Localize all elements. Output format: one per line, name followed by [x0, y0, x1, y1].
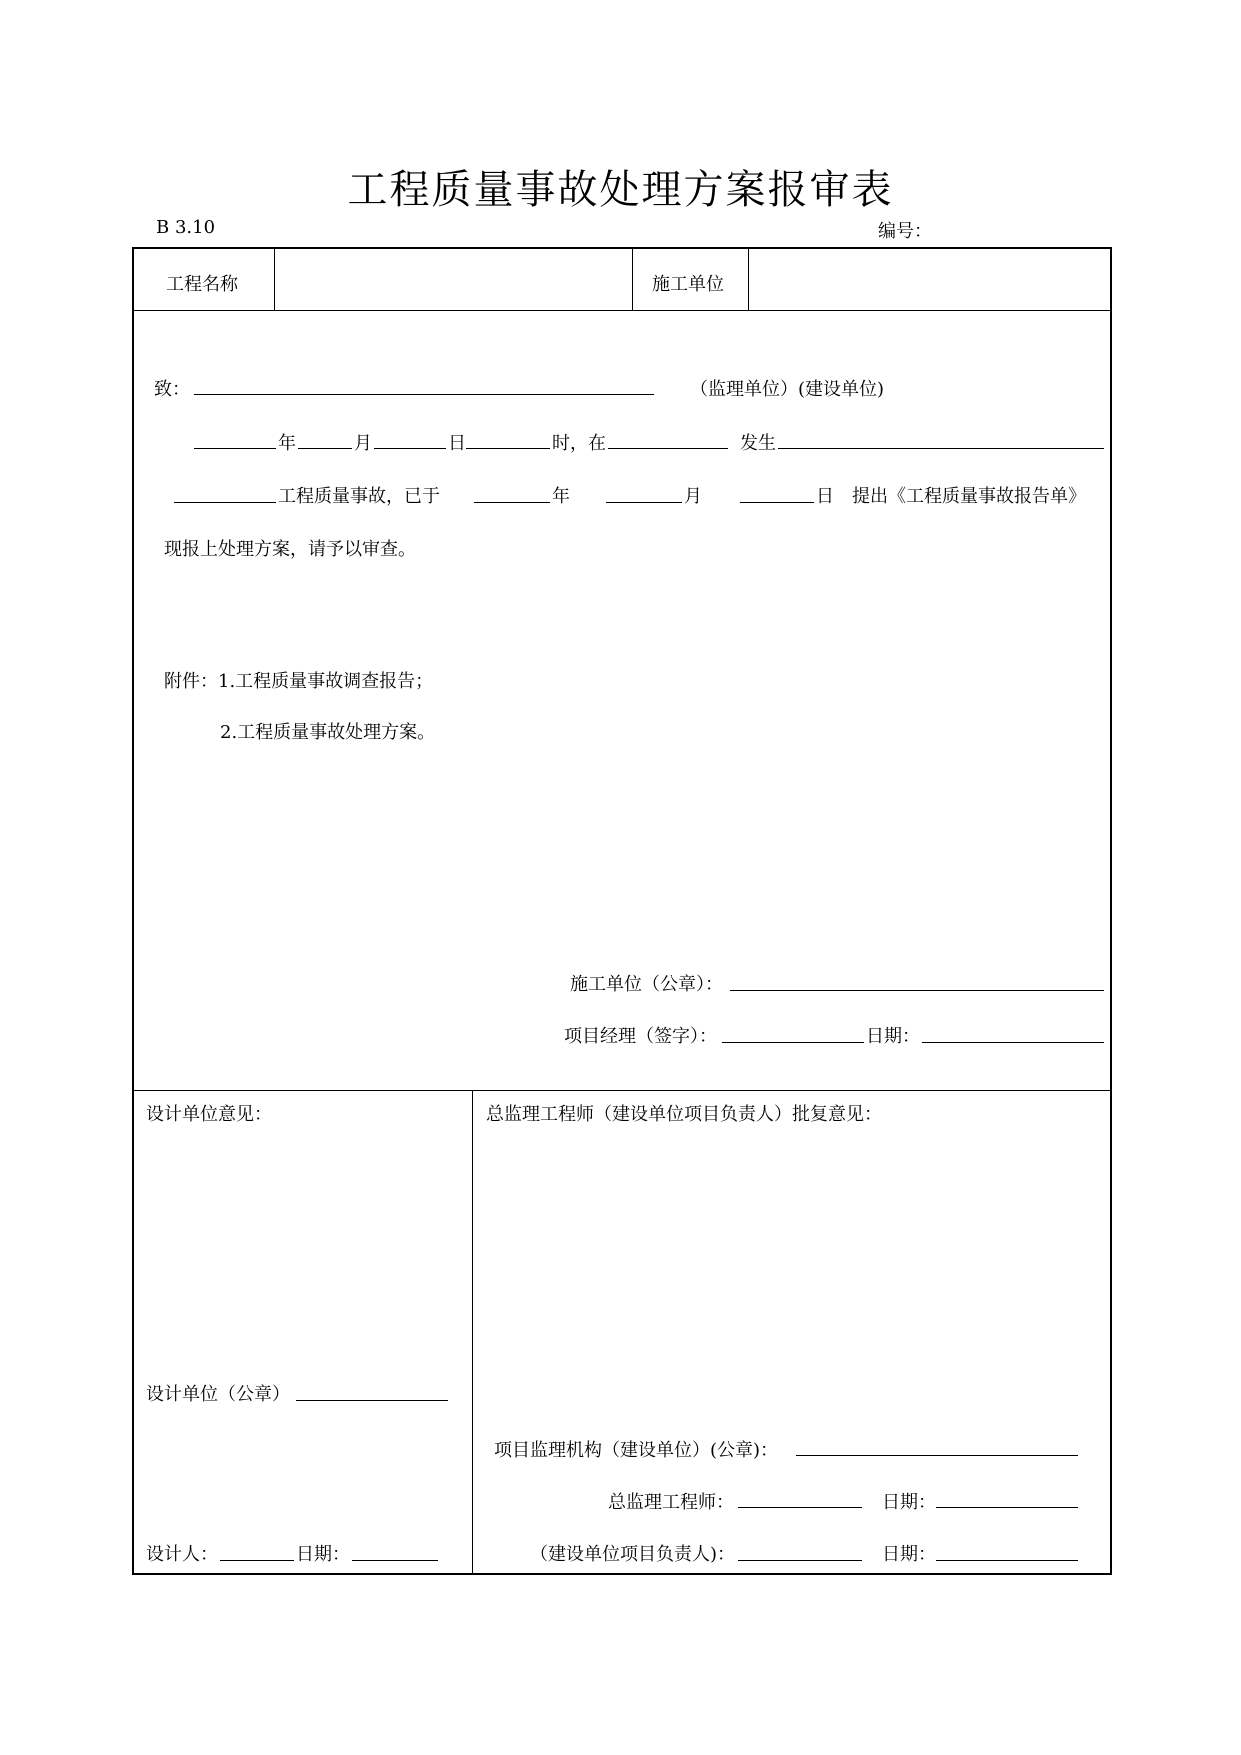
project-field[interactable] [174, 502, 276, 503]
supervisor-opinion-label: 总监理工程师（建设单位项目负责人）批复意见： [486, 1104, 882, 1125]
contractor-seal-label: 施工单位（公章）： [570, 974, 723, 995]
to-label: 致： [154, 379, 190, 400]
contractor-seal-field[interactable] [730, 990, 1104, 991]
designer-field[interactable] [220, 1560, 294, 1561]
report-year-field[interactable] [474, 502, 550, 503]
report-month-field[interactable] [606, 502, 682, 503]
submission-text: 现报上处理方案，请予以审查。 [164, 539, 416, 560]
day-label: 日 [448, 433, 466, 454]
serial-number-label: 编号： [878, 221, 932, 242]
pm-date-label: 日期： [866, 1026, 920, 1047]
occur-day-field[interactable] [374, 448, 446, 449]
occur-year-field[interactable] [194, 448, 276, 449]
month-label: 月 [354, 433, 372, 454]
owner-date-label: 日期： [882, 1544, 936, 1565]
chief-date-field[interactable] [936, 1507, 1078, 1508]
to-suffix: （监理单位）(建设单位) [690, 379, 885, 400]
header-col-divider-2 [632, 248, 633, 310]
location-field[interactable] [608, 448, 728, 449]
owner-rep-label: （建设单位项目负责人)： [530, 1544, 736, 1565]
quality-accident-label: 工程质量事故，已于 [278, 486, 440, 507]
occur-hour-field[interactable] [466, 448, 550, 449]
report-day-field[interactable] [740, 502, 814, 503]
header-col-divider-3 [748, 248, 749, 310]
report-submit-text: 提出《工程质量事故报告单》 [852, 486, 1086, 507]
project-name-label: 工程名称 [166, 274, 238, 295]
design-opinion-label: 设计单位意见： [146, 1104, 272, 1125]
chief-supervisor-label: 总监理工程师： [608, 1492, 734, 1513]
design-seal-field[interactable] [296, 1400, 448, 1401]
attachment-2: 2.工程质量事故处理方案。 [220, 722, 436, 743]
occur-label: 发生 [740, 433, 776, 454]
header-col-divider-1 [274, 248, 275, 310]
occur-month-field[interactable] [298, 448, 352, 449]
supervision-org-seal-label: 项目监理机构（建设单位）(公章)： [494, 1440, 779, 1461]
form-code: B 3.10 [156, 217, 216, 238]
hour-location-label: 时，在 [552, 433, 606, 454]
owner-date-field[interactable] [936, 1560, 1078, 1561]
supervision-org-seal-field[interactable] [796, 1455, 1078, 1456]
owner-rep-field[interactable] [738, 1560, 862, 1561]
attachment-1: 附件：1.工程质量事故调查报告； [164, 671, 434, 692]
to-field[interactable] [194, 394, 654, 395]
occurrence-field[interactable] [778, 448, 1104, 449]
pm-date-field[interactable] [922, 1042, 1104, 1043]
design-date-label: 日期： [296, 1544, 350, 1565]
report-year-label: 年 [552, 486, 570, 507]
form-title: 工程质量事故处理方案报审表 [347, 167, 894, 213]
chief-date-label: 日期： [882, 1492, 936, 1513]
contractor-label: 施工单位 [652, 274, 724, 295]
lower-section-divider [133, 1090, 1111, 1091]
chief-supervisor-field[interactable] [738, 1507, 862, 1508]
report-day-label: 日 [816, 486, 834, 507]
design-seal-label: 设计单位（公章） [146, 1384, 290, 1405]
report-month-label: 月 [684, 486, 702, 507]
year-label: 年 [278, 433, 296, 454]
header-row-divider [133, 310, 1111, 311]
designer-label: 设计人： [146, 1544, 218, 1565]
pm-sign-label: 项目经理（签字）： [564, 1026, 717, 1047]
pm-sign-field[interactable] [722, 1042, 864, 1043]
design-date-field[interactable] [352, 1560, 438, 1561]
lower-col-divider [472, 1090, 473, 1574]
